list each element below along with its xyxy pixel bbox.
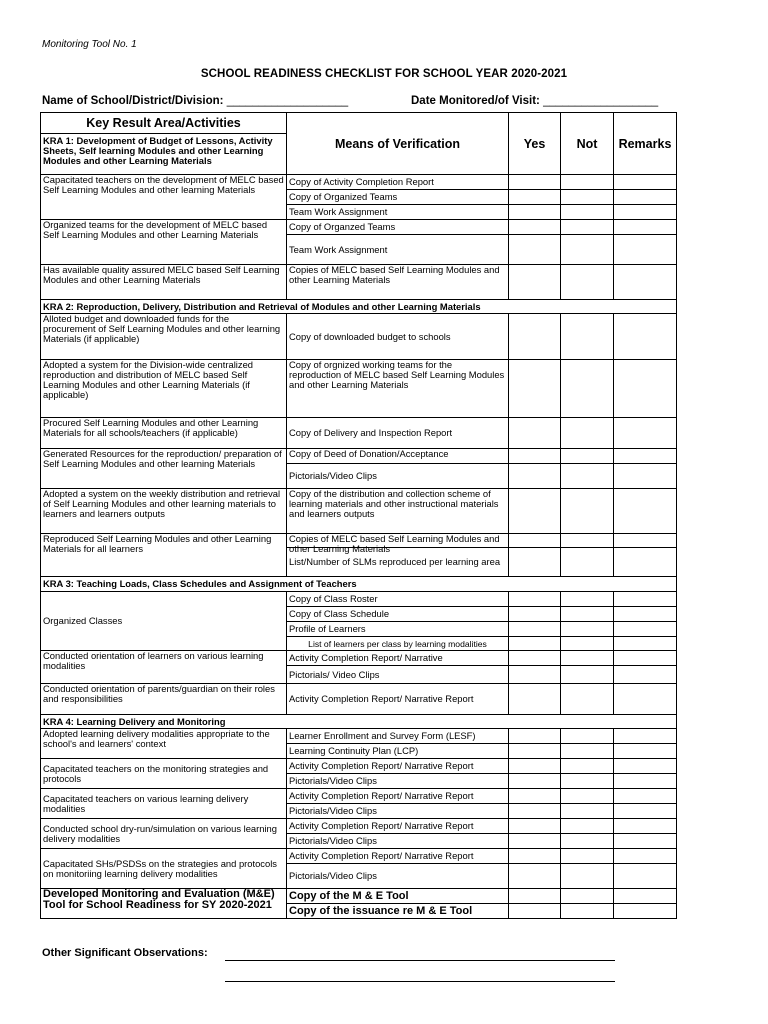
yes-cell[interactable] bbox=[509, 666, 561, 684]
yes-cell[interactable] bbox=[509, 819, 561, 834]
not-cell[interactable] bbox=[561, 464, 614, 489]
remarks-cell[interactable] bbox=[614, 666, 677, 684]
table-row bbox=[41, 759, 677, 774]
remarks-cell[interactable] bbox=[614, 190, 677, 205]
not-cell[interactable] bbox=[561, 592, 614, 607]
date-blank[interactable]: __________________ bbox=[543, 95, 659, 107]
mov-cell: Pictorials/Video Clips bbox=[287, 834, 509, 849]
kra2-title: KRA 2: Reproduction, Delivery, Distribution and Retrieval of Modules and other Learning Materials bbox=[41, 300, 677, 314]
remarks-cell[interactable] bbox=[614, 729, 677, 744]
activity-cell: Generated Resources for the reproduction/ preparation of Self Learning Modules and other learning Materials bbox=[41, 449, 287, 489]
kra4-header-row bbox=[41, 715, 677, 729]
mov-cell: List/Number of SLMs reproduced per learning area bbox=[287, 548, 509, 577]
mov-cell: Profile of Learners bbox=[287, 622, 509, 637]
table-row bbox=[41, 489, 677, 534]
yes-cell[interactable] bbox=[509, 548, 561, 577]
yes-cell[interactable] bbox=[509, 637, 561, 651]
yes-cell[interactable] bbox=[509, 889, 561, 904]
table-row bbox=[41, 220, 677, 235]
mov-cell: Pictorials/Video Clips bbox=[287, 464, 509, 489]
table-row bbox=[41, 789, 677, 804]
activity-cell: Conducted orientation of learners on various learning modalities bbox=[41, 651, 287, 684]
kra-column-header bbox=[41, 113, 287, 175]
remarks-cell[interactable] bbox=[614, 637, 677, 651]
page-title: SCHOOL READINESS CHECKLIST FOR SCHOOL YEAR 2020-2021 bbox=[200, 68, 568, 80]
yes-cell[interactable] bbox=[509, 729, 561, 744]
not-cell[interactable] bbox=[561, 729, 614, 744]
not-column-header: Not bbox=[561, 113, 614, 175]
mov-cell: Activity Completion Report/ Narrative Report bbox=[287, 819, 509, 834]
mov-cell: Copy of the distribution and collection scheme of learning materials and other instructional materials and learners outputs bbox=[287, 489, 509, 534]
remarks-cell[interactable] bbox=[614, 774, 677, 789]
table-row bbox=[41, 418, 677, 449]
not-cell[interactable] bbox=[561, 834, 614, 849]
table-row bbox=[41, 729, 677, 744]
remarks-column-header: Remarks bbox=[614, 113, 677, 175]
yes-cell[interactable] bbox=[509, 904, 561, 919]
not-cell[interactable] bbox=[561, 190, 614, 205]
table-row bbox=[41, 314, 677, 360]
mov-cell: Copy of Organzed Teams bbox=[287, 220, 509, 235]
kra4-title: KRA 4: Learning Delivery and Monitoring bbox=[41, 715, 677, 729]
yes-cell[interactable] bbox=[509, 360, 561, 418]
activity-cell: Conducted orientation of parents/guardian on their roles and responsibilities bbox=[41, 684, 287, 715]
remarks-cell[interactable] bbox=[614, 759, 677, 774]
mov-cell: Activity Completion Report/ Narrative Report bbox=[287, 789, 509, 804]
mov-cell: Pictorials/Video Clips bbox=[287, 864, 509, 889]
not-cell[interactable] bbox=[561, 684, 614, 715]
mov-cell bbox=[287, 533, 509, 554]
school-field bbox=[42, 95, 348, 107]
activity-cell: Capacitated teachers on various learning delivery modalities bbox=[41, 789, 287, 819]
remarks-cell[interactable] bbox=[614, 360, 677, 418]
tool-number-label: Monitoring Tool No. 1 bbox=[42, 39, 137, 50]
yes-cell[interactable] bbox=[509, 607, 561, 622]
remarks-cell[interactable] bbox=[614, 622, 677, 637]
activity-cell: Adopted a system for the Division-wide centralized reproduction and distribution of MELC based Self Learning Modules and other Learning Materials (if applicable) bbox=[41, 360, 287, 418]
mov-cell: Copy of Deed of Donation/Acceptance bbox=[287, 449, 509, 464]
yes-cell[interactable] bbox=[509, 849, 561, 864]
mov-cell: List of learners per class by learning modalities bbox=[287, 637, 509, 651]
remarks-cell[interactable] bbox=[614, 418, 677, 449]
not-cell[interactable] bbox=[561, 637, 614, 651]
kra2-header-row bbox=[41, 300, 677, 314]
remarks-cell[interactable] bbox=[614, 592, 677, 607]
not-cell[interactable] bbox=[561, 622, 614, 637]
not-cell[interactable] bbox=[561, 314, 614, 360]
mov-cell: Learner Enrollment and Survey Form (LESF) bbox=[287, 729, 509, 744]
not-cell[interactable] bbox=[561, 205, 614, 220]
not-cell[interactable] bbox=[561, 864, 614, 889]
remarks-cell[interactable] bbox=[614, 684, 677, 715]
yes-cell[interactable] bbox=[509, 864, 561, 889]
mov-cell: Copy of Class Schedule bbox=[287, 607, 509, 622]
remarks-cell[interactable] bbox=[614, 834, 677, 849]
not-cell[interactable] bbox=[561, 449, 614, 464]
remarks-cell[interactable] bbox=[614, 607, 677, 622]
remarks-cell[interactable] bbox=[614, 220, 677, 235]
remarks-cell[interactable] bbox=[614, 314, 677, 360]
mov-cell: Pictorials/ Video Clips bbox=[287, 666, 509, 684]
remarks-cell[interactable] bbox=[614, 265, 677, 300]
not-cell[interactable] bbox=[561, 789, 614, 804]
table-row bbox=[41, 819, 677, 834]
remarks-cell[interactable] bbox=[614, 449, 677, 464]
yes-cell[interactable] bbox=[509, 314, 561, 360]
activity-cell: Conducted school dry-run/simulation on various learning delivery modalities bbox=[41, 819, 287, 849]
activity-cell: Has available quality assured MELC based Self Learning Modules and other Learning Materials bbox=[41, 265, 287, 300]
not-cell[interactable] bbox=[561, 220, 614, 235]
date-field bbox=[411, 95, 658, 107]
table-row bbox=[41, 265, 677, 300]
not-cell[interactable] bbox=[561, 904, 614, 919]
table-row bbox=[41, 592, 677, 607]
remarks-cell[interactable] bbox=[614, 789, 677, 804]
yes-cell[interactable] bbox=[509, 774, 561, 789]
yes-cell[interactable] bbox=[509, 220, 561, 235]
mov-cell: Copy of Activity Completion Report bbox=[287, 175, 509, 190]
mov-text: Copies of MELC based Self Learning Modules and other Learning Materials bbox=[289, 533, 500, 554]
yes-cell[interactable] bbox=[509, 684, 561, 715]
mov-cell: Copies of MELC based Self Learning Modules and other Learning Materials bbox=[287, 265, 509, 300]
not-cell[interactable] bbox=[561, 819, 614, 834]
remarks-cell[interactable] bbox=[614, 864, 677, 889]
remarks-cell[interactable] bbox=[614, 744, 677, 759]
yes-cell[interactable] bbox=[509, 804, 561, 819]
table-row bbox=[41, 849, 677, 864]
remarks-cell[interactable] bbox=[614, 489, 677, 534]
not-cell[interactable] bbox=[561, 889, 614, 904]
mov-cell: Activity Completion Report/ Narrative Report bbox=[287, 684, 509, 715]
observations-label: Other Significant Observations: bbox=[42, 947, 208, 959]
mov-cell: Activity Completion Report/ Narrative bbox=[287, 651, 509, 666]
yes-cell[interactable] bbox=[509, 235, 561, 265]
date-label: Date Monitored/of Visit: bbox=[411, 95, 540, 107]
kra1-title: KRA 1: Development of Budget of Lessons, Activity Sheets, Self learning Modules and other Learning Modules and other Learning Materials bbox=[43, 135, 273, 166]
not-cell[interactable] bbox=[561, 759, 614, 774]
not-cell[interactable] bbox=[561, 175, 614, 190]
remarks-cell[interactable] bbox=[614, 205, 677, 220]
not-cell[interactable] bbox=[561, 849, 614, 864]
remarks-cell[interactable] bbox=[614, 651, 677, 666]
remarks-cell[interactable] bbox=[614, 804, 677, 819]
activity-cell: Adopted learning delivery modalities appropriate to the school's and learners' context bbox=[41, 729, 287, 759]
checklist-table bbox=[40, 112, 677, 919]
yes-cell[interactable] bbox=[509, 464, 561, 489]
activity-cell: Procured Self Learning Modules and other Learning Materials for all schools/teachers (if applicable) bbox=[41, 418, 287, 449]
remarks-cell[interactable] bbox=[614, 548, 677, 577]
mov-cell: Copy of downloaded budget to schools bbox=[287, 314, 509, 360]
yes-cell[interactable] bbox=[509, 744, 561, 759]
yes-cell[interactable] bbox=[509, 622, 561, 637]
not-cell[interactable] bbox=[561, 651, 614, 666]
activity-cell: Capacitated teachers on the development of MELC based Self Learning Modules and other learning Materials bbox=[41, 175, 287, 220]
table-row bbox=[41, 534, 677, 548]
yes-cell[interactable] bbox=[509, 534, 561, 548]
remarks-cell[interactable] bbox=[614, 235, 677, 265]
activity-cell: Capacitated teachers on the monitoring strategies and protocols bbox=[41, 759, 287, 789]
mov-cell: Pictorials/Video Clips bbox=[287, 774, 509, 789]
school-blank[interactable]: ___________________ bbox=[226, 95, 349, 107]
table-row bbox=[41, 175, 677, 190]
table-row bbox=[41, 651, 677, 666]
not-cell[interactable] bbox=[561, 418, 614, 449]
yes-cell[interactable] bbox=[509, 592, 561, 607]
mov-cell: Activity Completion Report/ Narrative Report bbox=[287, 849, 509, 864]
activity-cell: Capacitated SHs/PSDSs on the strategies and protocols on monitoriing learning delivery modalities bbox=[41, 849, 287, 889]
mov-cell: Team Work Assignment bbox=[287, 235, 509, 265]
not-cell[interactable] bbox=[561, 607, 614, 622]
kra3-title: KRA 3: Teaching Loads, Class Schedules and Assignment of Teachers bbox=[41, 577, 677, 592]
remarks-cell[interactable] bbox=[614, 819, 677, 834]
yes-cell[interactable] bbox=[509, 265, 561, 300]
not-cell[interactable] bbox=[561, 744, 614, 759]
not-cell[interactable] bbox=[561, 534, 614, 548]
mov-cell: Copy of the issuance re M & E Tool bbox=[287, 904, 509, 919]
mov-cell: Team Work Assignment bbox=[287, 205, 509, 220]
yes-cell[interactable] bbox=[509, 651, 561, 666]
yes-cell[interactable] bbox=[509, 205, 561, 220]
yes-cell[interactable] bbox=[509, 190, 561, 205]
kra3-header-row bbox=[41, 577, 677, 592]
remarks-cell[interactable] bbox=[614, 849, 677, 864]
yes-cell[interactable] bbox=[509, 175, 561, 190]
mov-cell: Copy of the M & E Tool bbox=[287, 889, 509, 904]
activity-cell: Alloted budget and downloaded funds for the procurement of Self Learning Modules and other learning Materials (if applicable) bbox=[41, 314, 287, 360]
not-cell[interactable] bbox=[561, 265, 614, 300]
not-cell[interactable] bbox=[561, 774, 614, 789]
not-cell[interactable] bbox=[561, 489, 614, 534]
table-row bbox=[41, 889, 677, 904]
activity-cell: Organized Classes bbox=[41, 592, 287, 651]
mov-cell: Copy of Delivery and Inspection Report bbox=[287, 418, 509, 449]
mov-cell: Copy of Class Roster bbox=[287, 592, 509, 607]
kra-column-title: Key Result Area/Activities bbox=[41, 113, 286, 134]
remarks-cell[interactable] bbox=[614, 175, 677, 190]
yes-cell[interactable] bbox=[509, 489, 561, 534]
not-cell[interactable] bbox=[561, 666, 614, 684]
activity-cell: Developed Monitoring and Evaluation (M&E) Tool for School Readiness for SY 2020-2021 bbox=[41, 889, 287, 919]
table-header-row bbox=[41, 113, 677, 175]
yes-cell[interactable] bbox=[509, 834, 561, 849]
not-cell[interactable] bbox=[561, 235, 614, 265]
remarks-cell[interactable] bbox=[614, 534, 677, 548]
not-cell[interactable] bbox=[561, 804, 614, 819]
observations-line-1[interactable] bbox=[225, 960, 615, 961]
table-row bbox=[41, 360, 677, 418]
activity-cell: Organized teams for the development of MELC based Self Learning Modules and other Learning Materials bbox=[41, 220, 287, 265]
mov-column-header: Means of Verification bbox=[287, 113, 509, 175]
not-cell[interactable] bbox=[561, 360, 614, 418]
mov-cell: Copy of Organized Teams bbox=[287, 190, 509, 205]
yes-cell[interactable] bbox=[509, 418, 561, 449]
observations-line-2[interactable] bbox=[225, 981, 615, 982]
remarks-cell[interactable] bbox=[614, 904, 677, 919]
remarks-cell[interactable] bbox=[614, 889, 677, 904]
yes-cell[interactable] bbox=[509, 789, 561, 804]
activity-cell: Reproduced Self Learning Modules and other Learning Materials for all learners bbox=[41, 534, 287, 577]
yes-cell[interactable] bbox=[509, 759, 561, 774]
mov-cell: Pictorials/Video Clips bbox=[287, 804, 509, 819]
table-row bbox=[41, 684, 677, 715]
not-cell[interactable] bbox=[561, 548, 614, 577]
activity-cell: Adopted a system on the weekly distribution and retrieval of Self Learning Modules and other learning materials to learners and learners outputs bbox=[41, 489, 287, 534]
remarks-cell[interactable] bbox=[614, 464, 677, 489]
school-label: Name of School/District/Division: bbox=[42, 95, 224, 107]
yes-column-header: Yes bbox=[509, 113, 561, 175]
yes-cell[interactable] bbox=[509, 449, 561, 464]
mov-cell: Learning Continuity Plan (LCP) bbox=[287, 744, 509, 759]
mov-cell: Activity Completion Report/ Narrative Report bbox=[287, 759, 509, 774]
mov-cell: Copy of orgnized working teams for the reproduction of MELC based Self Learning Modules and other Learning Materials bbox=[287, 360, 509, 418]
table-row bbox=[41, 449, 677, 464]
